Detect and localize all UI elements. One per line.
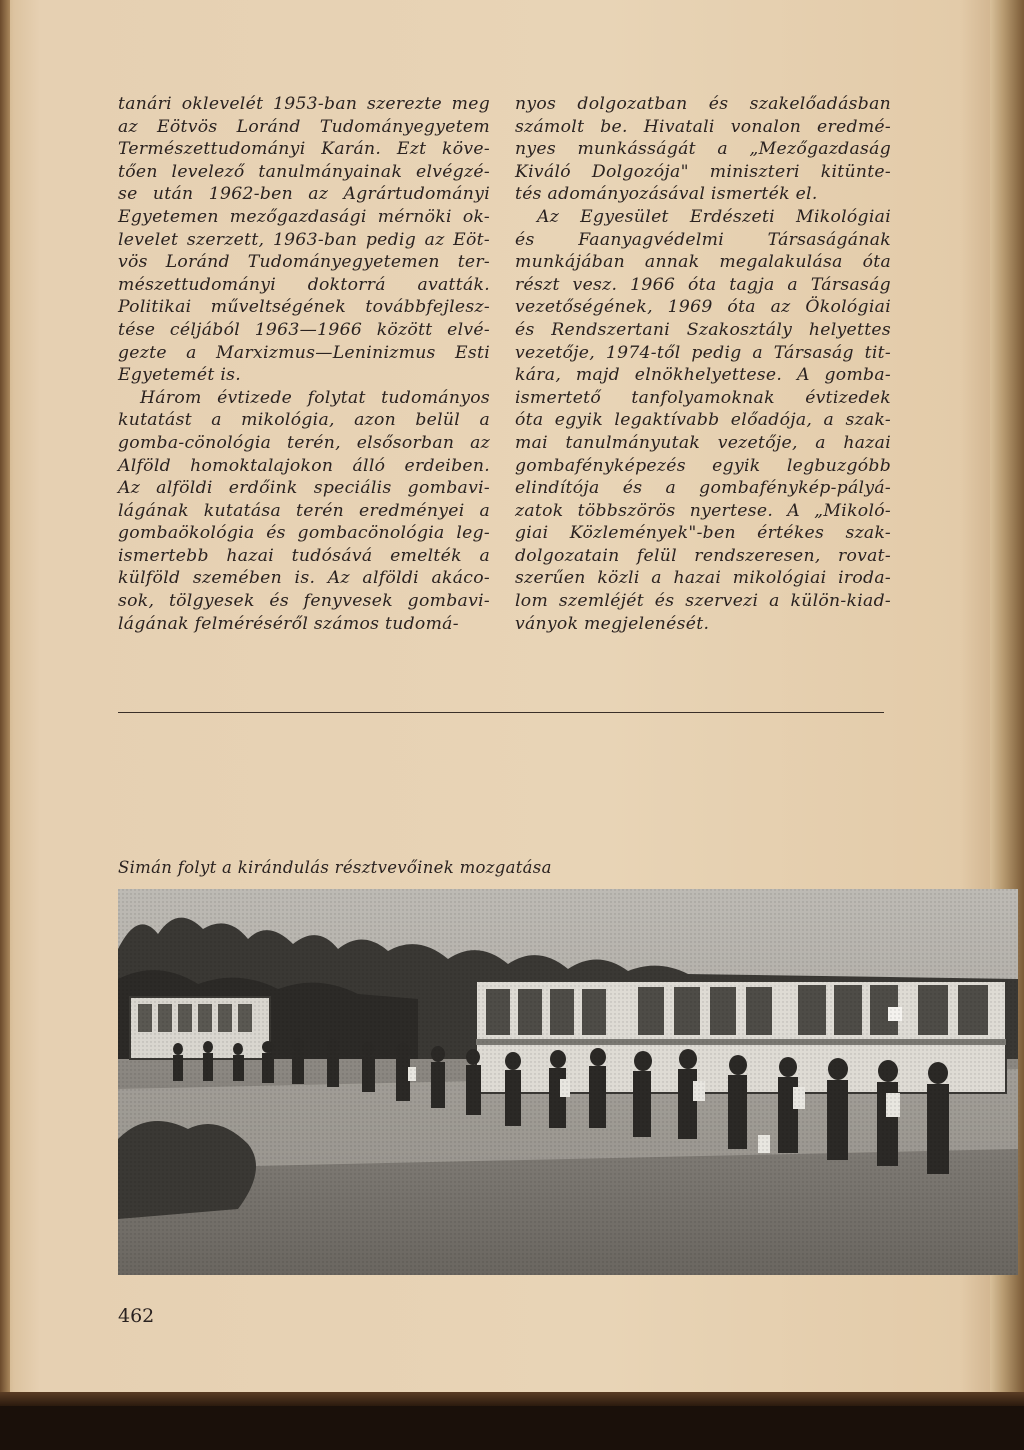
photo-illustration — [118, 889, 1018, 1275]
text-line: sok, tölgyesek és fenyvesek gombavi- — [118, 591, 490, 612]
text-line: mészettudományi doktorrá avatták. — [118, 274, 490, 295]
text-line: lágának felméréséről számos tudomá- — [118, 613, 459, 634]
left-text-column — [118, 93, 490, 635]
text-line: tően levelező tanulmányainak elvégzé- — [118, 161, 490, 182]
text-line: zatok többszörös nyertese. A „Mikoló- — [515, 500, 891, 521]
book-spine-edge — [0, 0, 10, 1395]
text-line: Az Egyesület Erdészeti Mikológiai — [537, 206, 891, 227]
text-line: és Faanyagvédelmi Társaságának — [515, 229, 891, 250]
text-line: Természettudományi Karán. Ezt köve- — [118, 139, 490, 160]
text-line: számolt be. Hivatali vonalon eredmé- — [515, 116, 891, 137]
text-line: munkájában annak megalakulása óta — [515, 252, 891, 273]
text-line: vös Loránd Tudományegyetemen ter- — [118, 252, 490, 273]
text-line: szerűen közli a hazai mikológiai iroda- — [515, 568, 891, 589]
text-line: lom szemléjét és szervezi a külön-kiad- — [515, 591, 891, 612]
text-line: mai tanulmányutak vezetője, a hazai — [515, 432, 891, 453]
text-line: az Eötvös Loránd Tudományegyetem — [118, 116, 490, 137]
text-line: Három évtizede folytat tudományos — [140, 387, 490, 408]
text-line: kutatást a mikológia, azon belül a — [118, 410, 490, 431]
right-text-column — [515, 93, 891, 635]
text-line: Alföld homoktalajokon álló erdeiben. — [118, 455, 490, 476]
photo-caption: Simán folyt a kirándulás résztvevőinek mozgatása — [118, 858, 552, 877]
text-line: vezetője, 1974-től pedig a Társaság tit- — [515, 342, 891, 363]
page-bottom-edge — [0, 1392, 1024, 1406]
text-line: Politikai műveltségének továbbfejlesz- — [118, 297, 490, 318]
text-line: gomba-cönológia terén, elsősorban az — [118, 432, 490, 453]
text-line: gombaökológia és gombacönológia leg- — [118, 523, 490, 544]
text-line: elindítója és a gombafénykép-pályá- — [515, 478, 891, 499]
text-line: ismertető tanfolyamoknak évtizedek — [515, 387, 891, 408]
text-line: óta egyik legaktívabb előadója, a szak- — [515, 410, 891, 431]
text-line: Az alföldi erdőink speciális gombavi- — [118, 478, 490, 499]
text-line: tés adományozásával ismerték el. — [515, 184, 818, 205]
text-line: kára, majd elnökhelyettese. A gomba- — [515, 365, 891, 386]
text-line: dolgozatain felül rendszeresen, rovat- — [515, 545, 891, 566]
text-line: vezetőségének, 1969 óta az Ökológiai — [515, 297, 891, 318]
text-line: és Rendszertani Szakosztály helyettes — [515, 319, 891, 340]
text-line: részt vesz. 1966 óta tagja a Társaság — [515, 274, 891, 295]
text-line: külföld szemében is. Az alföldi akáco- — [118, 568, 490, 589]
text-line: tése céljából 1963—1966 között elvé- — [118, 319, 490, 340]
text-line: Egyetemen mezőgazdasági mérnöki ok- — [118, 206, 490, 227]
text-line: levelet szerzett, 1963-ban pedig az Eöt- — [118, 229, 490, 250]
text-line: gezte a Marxizmus—Leninizmus Esti — [118, 342, 490, 363]
text-line: ismertebb hazai tudósává emelték a — [118, 545, 490, 566]
text-line: gombafényképezés egyik legbuzgóbb — [515, 455, 891, 476]
text-line: Egyetemét is. — [118, 365, 242, 386]
text-line: Kiváló Dolgozója" miniszteri kitünte- — [515, 161, 891, 182]
text-line: tanári oklevelét 1953-ban szerezte meg — [118, 94, 490, 114]
text-line: ványok megjelenését. — [515, 613, 710, 634]
page-number: 462 — [118, 1305, 155, 1327]
text-line: lágának kutatása terén eredményei a — [118, 500, 490, 521]
text-line: se után 1962-ben az Agrártudományi — [118, 184, 490, 205]
section-divider — [118, 712, 884, 713]
text-line: nyes munkásságát a „Mezőgazdaság — [515, 139, 891, 160]
text-line: nyos dolgozatban és szakelőadásban — [515, 94, 891, 114]
excursion-photo — [118, 889, 1018, 1275]
text-line: giai Közlemények"-ben értékes szak- — [515, 523, 891, 544]
